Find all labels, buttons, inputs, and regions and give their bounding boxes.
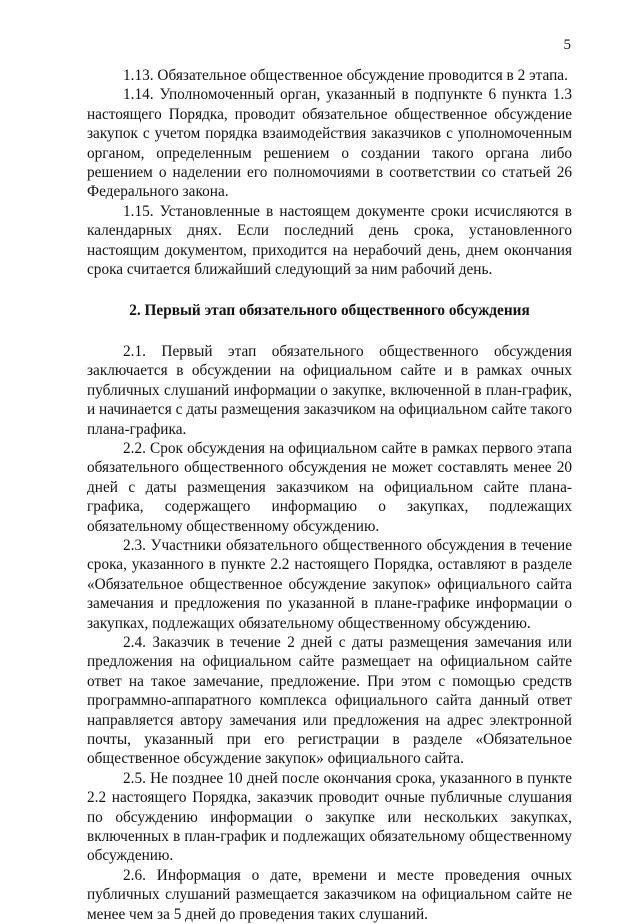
paragraph-2-1: 2.1. Первый этап обязательного общественного обсуждения заключается в обсуждении на официальном сайте и в рамках очных публичных слушаний информации о закупке, включенной в план-график, и начинается с даты размещения заказчиком на официальном сайте такого плана-графика.: [87, 342, 572, 438]
page-number: 5: [563, 37, 571, 53]
paragraph-2-4: 2.4. Заказчик в течение 2 дней с даты размещения замечания или предложения на официальном сайте размещает на официальном сайте ответ на такое замечание, предложение. При этом с помощью средств программно-аппаратного комплекса официального сайта данный ответ направляется автору замечания или предложения на адрес электронной почты, указанный при его регистрации в разделе «Обязательное общественное обсуждение закупок» официального сайта.: [87, 633, 572, 768]
paragraph-2-6: 2.6. Информация о дате, времени и месте проведения очных публичных слушаний размещается заказчиком на официальном сайте не менее чем за 5 дней до проведения таких слушаний.: [87, 866, 572, 923]
section-heading: 2. Первый этап обязательного общественного обсуждения: [129, 302, 530, 320]
document-body: [87, 66, 572, 924]
paragraph-1-15: 1.15. Установленные в настоящем документе сроки исчисляются в календарных днях. Если последний день срока, установленного настоящим документом, приходится на нерабочий день, днем окончания срока считается ближайший следующий за ним рабочий день.: [87, 202, 572, 279]
paragraph-2-3: 2.3. Участники обязательного общественного обсуждения в течение срока, указанного в пункте 2.2 настоящего Порядка, оставляют в разделе «Обязательное общественное обсуждение закупок» официального сайта замечания и предложения по указанной в плане-графике информации о закупках, подлежащих обязательному общественному обсуждению.: [87, 536, 572, 632]
paragraph-1-13: 1.13. Обязательное общественное обсуждение проводится в 2 этапа.: [123, 67, 568, 84]
paragraph-2-2: 2.2. Срок обсуждения на официальном сайте в рамках первого этапа обязательного общественного обсуждения не может составлять менее 20 дней с даты размещения заказчиком на официальном сайте плана-графика, содержащего информацию о закупках, подлежащих обязательному общественному обсуждению.: [87, 439, 572, 535]
paragraph-1-14: 1.14. Уполномоченный орган, указанный в подпункте 6 пункта 1.3 настоящего Порядка, проводит обязательное общественное обсуждение закупок с учетом порядка взаимодействия заказчиков с уполномоченным органом, определенным решением о создании такого органа либо решением о наделении его полномочиями в соответствии со статьей 26 Федерального закона.: [87, 86, 572, 201]
paragraph-2-5: 2.5. Не позднее 10 дней после окончания срока, указанного в пункте 2.2 настоящего Порядка, заказчик проводит очные публичные слушания по обсуждению информации о закупке или нескольких закупках, включенных в план-график и подлежащих обязательному общественному обсуждению.: [87, 769, 572, 865]
